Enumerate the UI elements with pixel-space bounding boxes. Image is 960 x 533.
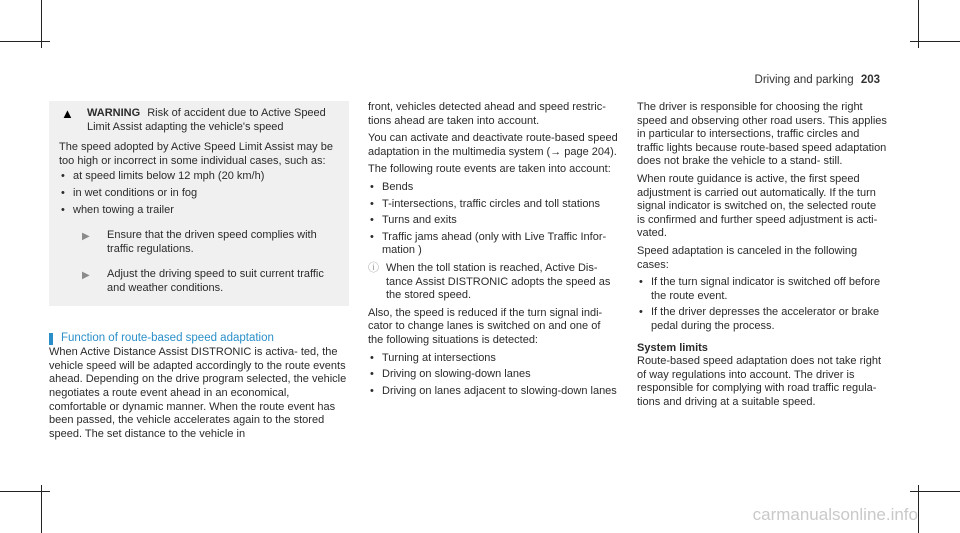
paragraph: When route guidance is active, the first speed adjustment is carried out automatically. If the turn signal indicator is switched on, the selected route is confirmed and further speed adjustment is acti- vated. — [637, 172, 878, 240]
list-item: • Turning at intersections — [368, 352, 618, 366]
column-2 — [368, 101, 618, 402]
paragraph: Also, the speed is reduced if the turn signal indi- cator to change lanes is switched on and one of the following situations is detected: — [368, 306, 603, 346]
section-name: Driving and parking — [754, 74, 854, 86]
warning-lead: Risk of accident due to Active Speed Limit Assist adapting the vehicle's speed — [87, 107, 326, 133]
subheading: System limits — [637, 341, 708, 354]
column-3 — [637, 101, 887, 413]
list-item: • T-intersections, traffic circles and toll stations — [368, 198, 618, 212]
route-events-list — [368, 181, 618, 258]
list-item: • when towing a trailer — [59, 204, 339, 218]
list-item: • at speed limits below 12 mph (20 km/h) — [59, 170, 339, 184]
list-item: • If the turn signal indicator is switched off before the route event. — [637, 276, 887, 303]
paragraph: The driver is responsible for choosing the right speed and observing other road users. This applies in particular to intersections, traffic circles and traffic lights because route-based speed adaptation does not brake the vehicle to a stand- still. — [637, 101, 887, 168]
warning-bullet-list — [59, 170, 339, 217]
list-item: • Driving on lanes adjacent to slowing-down lanes — [368, 385, 618, 399]
column-1 — [49, 101, 349, 445]
crop-mark — [0, 41, 50, 42]
list-item: • Traffic jams ahead (only with Live Traffic Infor- mation ) — [368, 231, 618, 258]
crop-mark — [0, 491, 50, 492]
paragraph: front, vehicles detected ahead and speed restric- tions ahead are taken into account. — [368, 101, 606, 127]
arrow-right-icon: ▶ — [82, 270, 90, 282]
section-title: Function of route-based speed adaptation — [49, 332, 349, 346]
list-item: • Driving on slowing-down lanes — [368, 368, 618, 382]
paragraph: Speed adaptation is canceled in the following cases: — [637, 244, 858, 271]
paragraph: The following route events are taken into account: — [368, 163, 611, 176]
warning-triangle-icon: ▲ — [61, 106, 74, 121]
crop-mark — [918, 485, 919, 533]
arrow-right-icon: ▶ — [82, 231, 90, 243]
warning-step: ▶ Ensure that the driven speed complies with traffic regulations. — [82, 229, 317, 255]
info-icon: ⓘ — [368, 261, 379, 274]
warning-step: ▶ Adjust the driving speed to suit current traffic and weather conditions. — [82, 268, 324, 294]
page-header — [755, 74, 880, 86]
warning-title: WARNING — [87, 107, 141, 119]
situations-list — [368, 352, 618, 399]
list-item: • in wet conditions or in fog — [59, 187, 339, 201]
info-note: ⓘ When the toll station is reached, Active Dis- tance Assist DISTRONIC adopts the speed as the stored speed. — [368, 261, 611, 302]
watermark: carmanualsonline.info — [752, 505, 918, 524]
warning-box — [49, 101, 349, 306]
crop-mark — [910, 41, 960, 42]
crop-mark — [41, 485, 42, 533]
list-item: • If the driver depresses the accelerator or brake pedal during the process. — [637, 306, 887, 333]
warning-body: The speed adopted by Active Speed Limit Assist may be too high or incorrect in some individual cases, such as: — [59, 141, 333, 167]
paragraph: When Active Distance Assist DISTRONIC is activa- ted, the vehicle speed will be adapted accordingly to the route events ahead. Depending on the drive program selected, the vehicle negotiates a route event ahead in an economical, comfortable or dynamic manner. When the route event has been passed, the vehicle accelerates again to the stored speed. The set distance to the vehicle in — [49, 346, 347, 440]
list-item: • Turns and exits — [368, 214, 618, 228]
cancel-cases-list — [637, 276, 887, 333]
paragraph: Route-based speed adaptation does not take right of way regulations into account. The driver is responsible for complying with road traffic regula- tions and driving at a suitable speed. — [637, 355, 882, 408]
list-item: • Bends — [368, 181, 618, 195]
warning-header — [59, 107, 339, 134]
crop-mark — [910, 491, 960, 492]
paragraph: You can activate and deactivate route-based speed adaptation in the multimedia system (→ page 204). — [368, 132, 618, 158]
page-number: 203 — [860, 74, 880, 86]
